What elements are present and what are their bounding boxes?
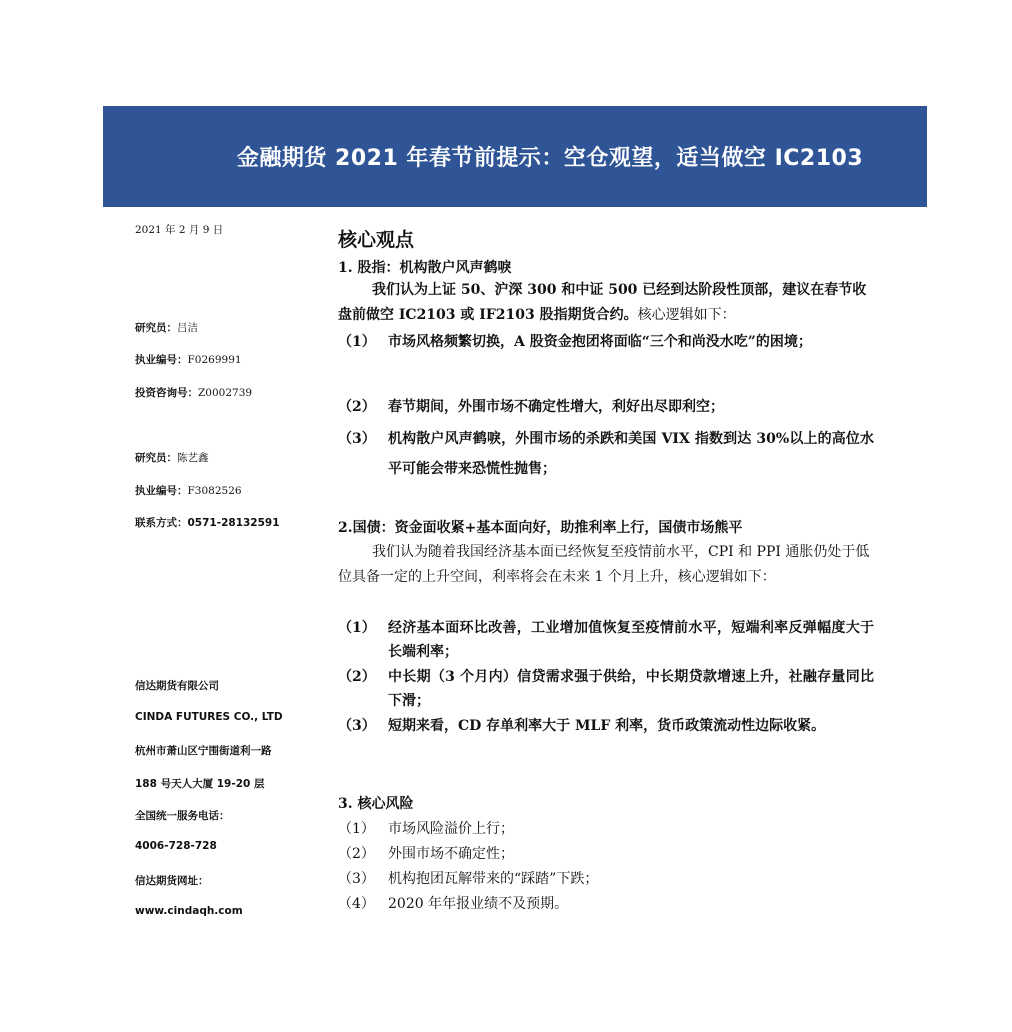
section-1-intro-tail: 核心逻辑如下： <box>637 307 736 323</box>
report-title: 金融期货 2021 年春节前提示：空仓观望，适当做空 IC2103 <box>236 146 864 171</box>
report-date: 2021 年 2 月 9 日 <box>135 224 224 236</box>
section-3-heading: 3. 核心风险 <box>338 796 414 812</box>
risk-item: （4） 2020 年年报业绩不及预期。 <box>338 896 569 912</box>
section-1-intro <box>338 278 874 328</box>
license-2: 执业编号：F3082526 <box>135 485 242 497</box>
researcher-2: 研究员：陈艺鑫 <box>135 452 209 464</box>
section-1-item: （3） 机构散户风声鹤唳，外围市场的杀跌和美国 VIX 指数到达 30%以上的高位水平可能会带来恐慌性抛售； <box>338 431 874 477</box>
section-2-item: （3） 短期来看，CD 存单利率大于 MLF 利率，货币政策流动性边际收紧。 <box>338 718 826 734</box>
section-2-intro: 我们认为随着我国经济基本面已经恢复至疫情前水平，CPI 和 PPI 通胀仍处于低位具备一定的上升空间，利率将会在未来 1 个月上升，核心逻辑如下： <box>338 544 870 585</box>
hotline-number: 4006-728-728 <box>135 840 217 852</box>
consult-1: 投资咨询号：Z0002739 <box>135 387 253 399</box>
researcher-1: 研究员：吕洁 <box>135 322 198 334</box>
section-1-item: （1） 市场风格频繁切换，A 股资金抱团将面临“三个和尚没水吃”的困境； <box>338 334 812 350</box>
company-cn: 信达期货有限公司 <box>135 680 219 692</box>
risk-item: （3） 机构抱团瓦解带来的“踩踏”下跌； <box>338 871 599 887</box>
license-1: 执业编号：F0269991 <box>135 354 242 366</box>
section-2-item: （2） 中长期（3 个月内）信贷需求强于供给，中长期贷款增速上升，社融存量同比下滑； <box>338 669 874 709</box>
contact-info: 联系方式：0571-28132591 <box>135 517 280 529</box>
section-1-heading: 1. 股指：机构散户风声鹤唳 <box>338 260 512 276</box>
risk-item: （2） 外围市场不确定性； <box>338 846 514 862</box>
company-en: CINDA FUTURES CO., LTD <box>135 711 283 723</box>
address-line-2: 188 号天人大厦 19-20 层 <box>135 778 265 790</box>
address-line-1: 杭州市萧山区宁围街道利一路 <box>135 745 272 757</box>
section-1-intro-bold: 我们认为上证 50、沪深 300 和中证 500 已经到达阶段性顶部，建议在春节收盘前做空 IC2103 或 IF2103 股指期货合约。 <box>338 282 867 323</box>
website-link[interactable]: www.cindaqh.com <box>135 905 243 917</box>
section-2-heading: 2.国债：资金面收紧+基本面向好，助推利率上行，国债市场熊平 <box>338 520 743 536</box>
section-1-item: （2） 春节期间，外围市场不确定性增大，利好出尽即利空； <box>338 399 724 415</box>
title-banner <box>103 106 927 207</box>
hotline-label: 全国统一服务电话： <box>135 810 230 822</box>
risk-item: （1） 市场风险溢价上行； <box>338 821 514 837</box>
core-views-title: 核心观点 <box>338 229 415 251</box>
website-label: 信达期货网址： <box>135 875 209 887</box>
section-2-item: （1） 经济基本面环比改善，工业增加值恢复至疫情前水平，短端利率反弹幅度大于长端利率； <box>338 620 874 660</box>
